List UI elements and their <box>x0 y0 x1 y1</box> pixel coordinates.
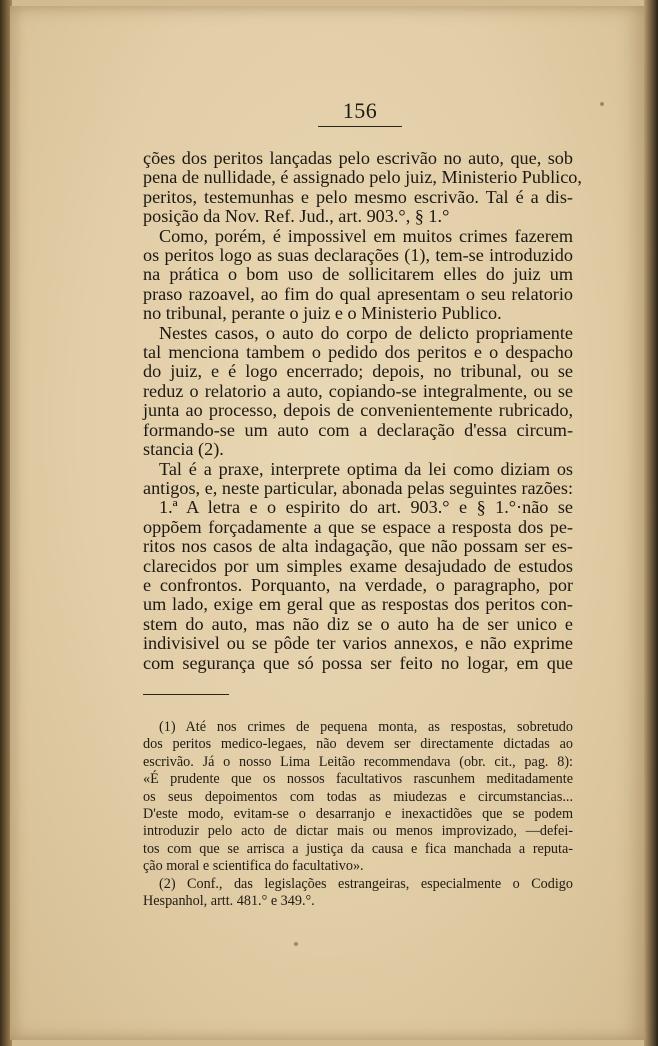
footnote-line: D'este modo, evitam-se o desarranjo e inexactidões que se podem <box>143 806 573 823</box>
body-line: reduz o relatorio a auto, copiando-se integralmente, ou se <box>143 380 573 401</box>
body-line: 1.ª A letra e o espirito do art. 903.° e § 1.°·não se <box>159 497 573 518</box>
body-line: pena de nullidade, é assignado pelo juiz, Ministerio Publico, <box>143 167 582 188</box>
body-line: um lado, exige em geral que as respostas dos peritos con- <box>143 594 573 615</box>
body-text <box>143 148 582 673</box>
body-line: stem do auto, mas não diz se o auto ha de ser unico e <box>143 613 573 634</box>
body-line: ritos nos casos de alta indagação, que não possam ser es- <box>143 536 573 557</box>
body-line: Nestes casos, o auto do corpo de delicto propriamente <box>159 322 573 343</box>
body-line: no tribunal, perante o juiz e o Ministerio Publico. <box>143 303 502 324</box>
body-line: os peritos logo as suas declarações (1), tem-se introduzido <box>143 245 573 266</box>
body-line: peritos, testemunhas e pelo mesmo escrivão. Tal é a dis- <box>143 186 573 207</box>
body-line: do juiz, e é logo encerrado; depois, no tribunal, ou se <box>143 361 573 382</box>
paper-speck <box>294 942 298 946</box>
body-line: na prática o bom uso de sollicitarem elles do juiz um <box>143 264 573 285</box>
body-line: tal menciona tambem o pedido dos peritos e o despacho <box>143 342 573 363</box>
footnote-line: os seus depoimentos com todas as miudezas e circumstancias... <box>143 788 573 805</box>
body-line: oppõem forçadamente a que se espace a resposta dos pe- <box>143 516 573 537</box>
footnotes <box>143 719 573 910</box>
body-line: Como, porém, é impossivel em muitos crimes fazerem <box>159 225 573 246</box>
paper-speck <box>600 102 604 106</box>
body-line: indivisivel ou se pôde ter varios annexos, e não exprime <box>143 633 573 654</box>
footnote-line: Hespanhol, artt. 481.° e 349.°. <box>143 893 315 910</box>
body-line: com segurança que só possa ser feito no logar, em que <box>143 652 573 673</box>
footnote-line: dos peritos medico-legaes, não devem ser directamente dictadas ao <box>143 736 573 753</box>
body-line: e confrontos. Porquanto, na verdade, o paragrapho, por <box>143 574 573 595</box>
footnote-line: introduzir pelo acto de dictar mais ou menos improvizado, —defei- <box>143 823 573 840</box>
body-line: praso razoavel, ao fim do qual apresentam o seu relatorio <box>143 283 573 304</box>
footnote-line: escrivão. Já o nosso Lima Leitão recommendava (obr. cit., pag. 8): <box>143 753 573 770</box>
footnote-line: (2) Conf., das legislações estrangeiras, especialmente o Codigo <box>159 875 573 892</box>
footnote-rule <box>143 694 229 695</box>
footnote-line: ção moral e scientifica do facultativo». <box>143 858 364 875</box>
body-line: Tal é a praxe, interprete optima da lei como diziam os <box>159 458 573 479</box>
footnote-line: tos com que se arrisca a justiça da causa e fica manchada a reputa- <box>143 840 573 857</box>
footnote-line: (1) Até nos crimes de pequena monta, as respostas, sobretudo <box>159 719 573 735</box>
body-line: antigos, e, neste particular, abonada pelas seguintes razões: <box>143 477 573 498</box>
page-edge-shadow <box>644 0 658 1046</box>
body-line: stancia (2). <box>143 439 224 460</box>
footnote-line: «É prudente que os nossos facultativos rascunhem meditadamente <box>143 771 573 788</box>
body-line: ções dos peritos lançadas pelo escrivão no auto, que, sob <box>143 148 573 168</box>
page-number: 156 <box>342 98 378 123</box>
body-line: formando-se um auto com a declaração d'essa circum- <box>143 419 573 440</box>
header-rule <box>318 126 402 127</box>
body-line: junta ao processo, depois de convenientemente rubricado, <box>143 400 573 421</box>
body-line: posição da Nov. Ref. Jud., art. 903.°, § 1.° <box>143 206 450 227</box>
body-line: clarecidos por um simples exame desajudado de estudos <box>143 555 573 576</box>
